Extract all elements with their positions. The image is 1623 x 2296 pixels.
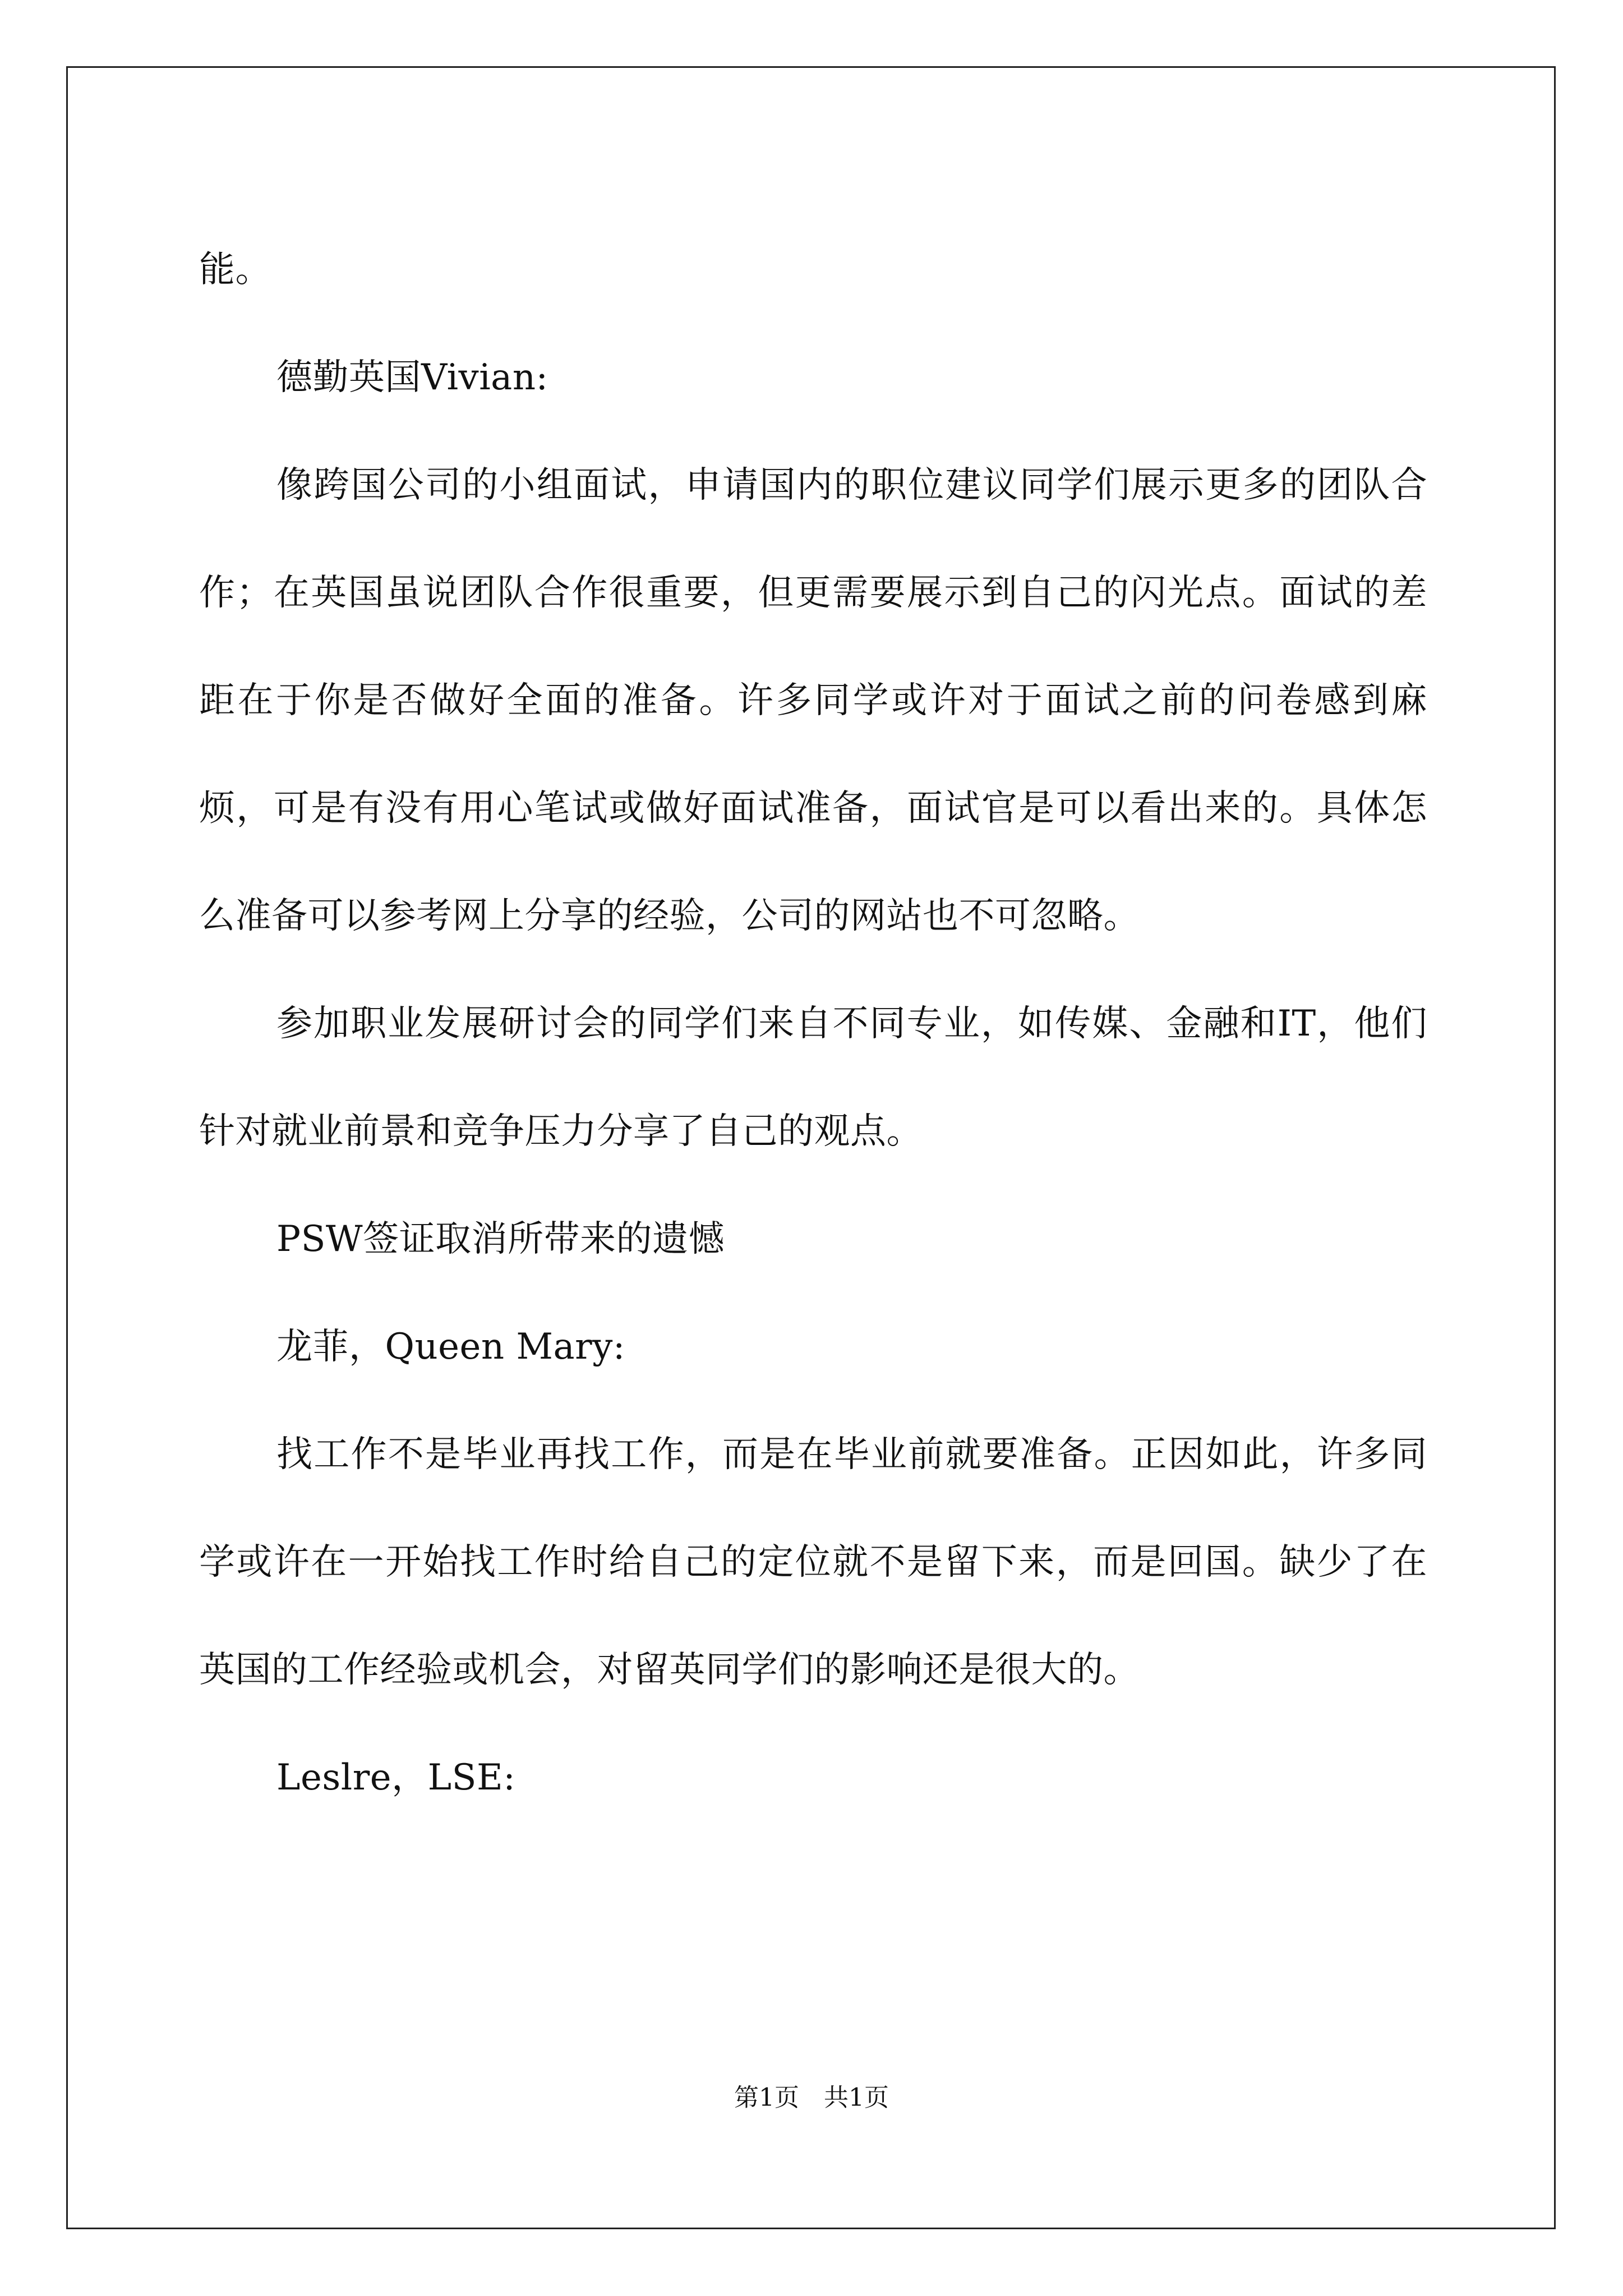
paragraph-continuation: 能。 (199, 249, 271, 291)
paragraph-seminar: 参加职业发展研讨会的同学们来自不同专业，如传媒、金融和IT，他们针对就业前景和竞争压力分享了自己的观点。 (199, 1003, 1427, 1152)
page-footer: 第1页 共1页 (734, 2083, 889, 2112)
speaker-heading-vivian: 德勤英国Vivian: (276, 357, 548, 398)
paragraph-interview-advice: 像跨国公司的小组面试，申请国内的职位建议同学们展示更多的团队合作；在英国虽说团队合作很重要，但更需要展示到自己的闪光点。面试的差距在于你是否做好全面的准备。许多同学或许对于面试之前的问卷感到麻烦，可是有没有用心笔试或做好面试准备，面试官是可以看出来的。具体怎么准备可以参考网上分享的经验，公司的网站也不可忽略。 (199, 464, 1427, 937)
document-body (199, 216, 1427, 1832)
speaker-heading-leslre: Leslre，LSE: (276, 1757, 516, 1798)
paragraph-job-search: 找工作不是毕业再找工作，而是在毕业前就要准备。正因如此，许多同学或许在一开始找工作时给自己的定位就不是留下来，而是回国。缺少了在英国的工作经验或机会，对留英同学们的影响还是很大的。 (199, 1434, 1427, 1691)
section-heading-psw: PSW签证取消所带来的遗憾 (276, 1218, 725, 1260)
speaker-heading-longfei: 龙菲，Queen Mary: (276, 1326, 625, 1368)
